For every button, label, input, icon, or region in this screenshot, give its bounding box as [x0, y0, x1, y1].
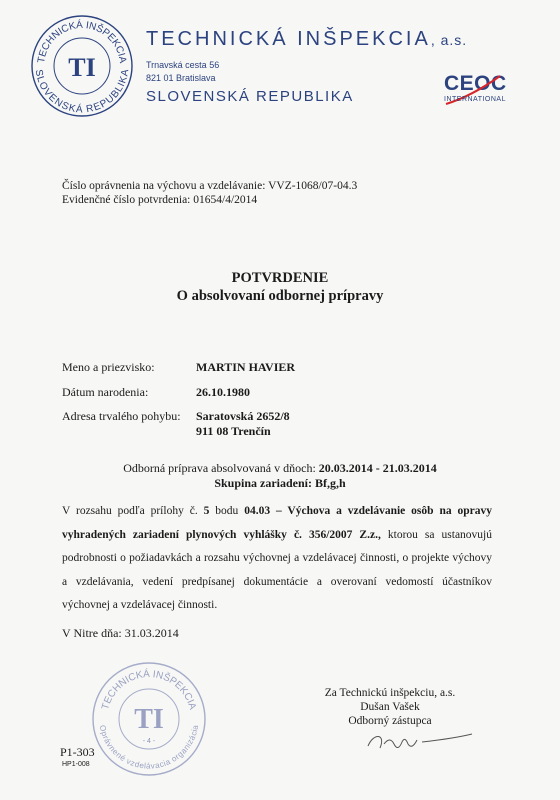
address-value-1: Saratovská 2652/8	[196, 409, 290, 423]
equipment-group: Skupina zariadení: Bf,g,h	[214, 476, 346, 490]
company-name: TECHNICKÁ INŠPEKCIA, a.s.	[146, 28, 468, 50]
address-line-1: Trnavská cesta 56	[146, 60, 220, 70]
training-dates: Odborná príprava absolvovaná v dňoch: 20.03.2014 - 21.03.2014	[123, 461, 437, 475]
name-label: Meno a priezvisko:	[62, 360, 155, 374]
address-value-2: 911 08 Trenčín	[196, 424, 271, 438]
document-subtitle: O absolvovaní odbornej prípravy	[176, 288, 384, 304]
official-stamp	[90, 660, 208, 778]
dob-value: 26.10.1980	[196, 385, 250, 399]
seal-bottom-text: SLOVENSKÁ REPUBLIKA	[32, 68, 132, 116]
signature-block	[310, 686, 470, 728]
stamp-number: - 4 -	[142, 738, 156, 745]
signature-line-2: Dušan Vašek	[360, 701, 420, 713]
name-value: MARTIN HAVIER	[196, 360, 296, 374]
body-paragraph: V rozsahu podľa prílohy č. 5 bodu 04.03 – Výchova a vzdelávanie osôb na opravy vyhradených zariadení plynových vyhlášky č. 356/2007 Z.z., ktorou sa ustanovujú podrobnosti o požiadavkách a rozsahu výchovnej a vzdelávacej činnosti, o projekte výchovy a vzdelávania, vedení predpísanej dokumentácie a overovaní vedomostí účastníkov výchovnej a vzdelávacej činnosti.	[62, 505, 493, 611]
address-label: Adresa trvalého pohybu:	[62, 409, 181, 423]
form-code: P1-303	[60, 745, 95, 759]
stamp-top-text: TECHNICKÁ INŠPEKCIA	[100, 668, 198, 712]
authorization-number: Číslo oprávnenia na výchovu a vzdelávanie: VVZ-1068/07-04.3	[62, 180, 358, 192]
stamp-center: TI	[134, 704, 164, 735]
address-line-2: 821 01 Bratislava	[146, 73, 216, 83]
dob-label: Dátum narodenia:	[62, 385, 149, 399]
seal-center: TI	[68, 53, 96, 82]
company-seal	[30, 14, 134, 118]
ceoc-sub: INTERNATIONAL	[444, 96, 506, 103]
document-title: POTVRDENIE	[231, 270, 329, 286]
place-date: V Nitre dňa: 31.03.2014	[62, 626, 179, 640]
seal-top-text: TECHNICKÁ INŠPEKCIA	[36, 19, 128, 64]
signature-line-1: Za Technickú inšpekciu, a.s.	[324, 687, 456, 699]
signature-line-3: Odborný zástupca	[348, 715, 432, 727]
evidence-number: Evidenčné číslo potvrdenia: 01654/4/2014	[62, 194, 258, 206]
ceoc-logo: CEOC	[444, 72, 507, 95]
country: SLOVENSKÁ REPUBLIKA	[146, 88, 354, 105]
stamp-bottom-text: Oprávnené vzdelávacia organizácia	[97, 724, 201, 771]
form-sub-code: HP1-008	[62, 761, 90, 768]
handwritten-signature	[360, 724, 480, 758]
